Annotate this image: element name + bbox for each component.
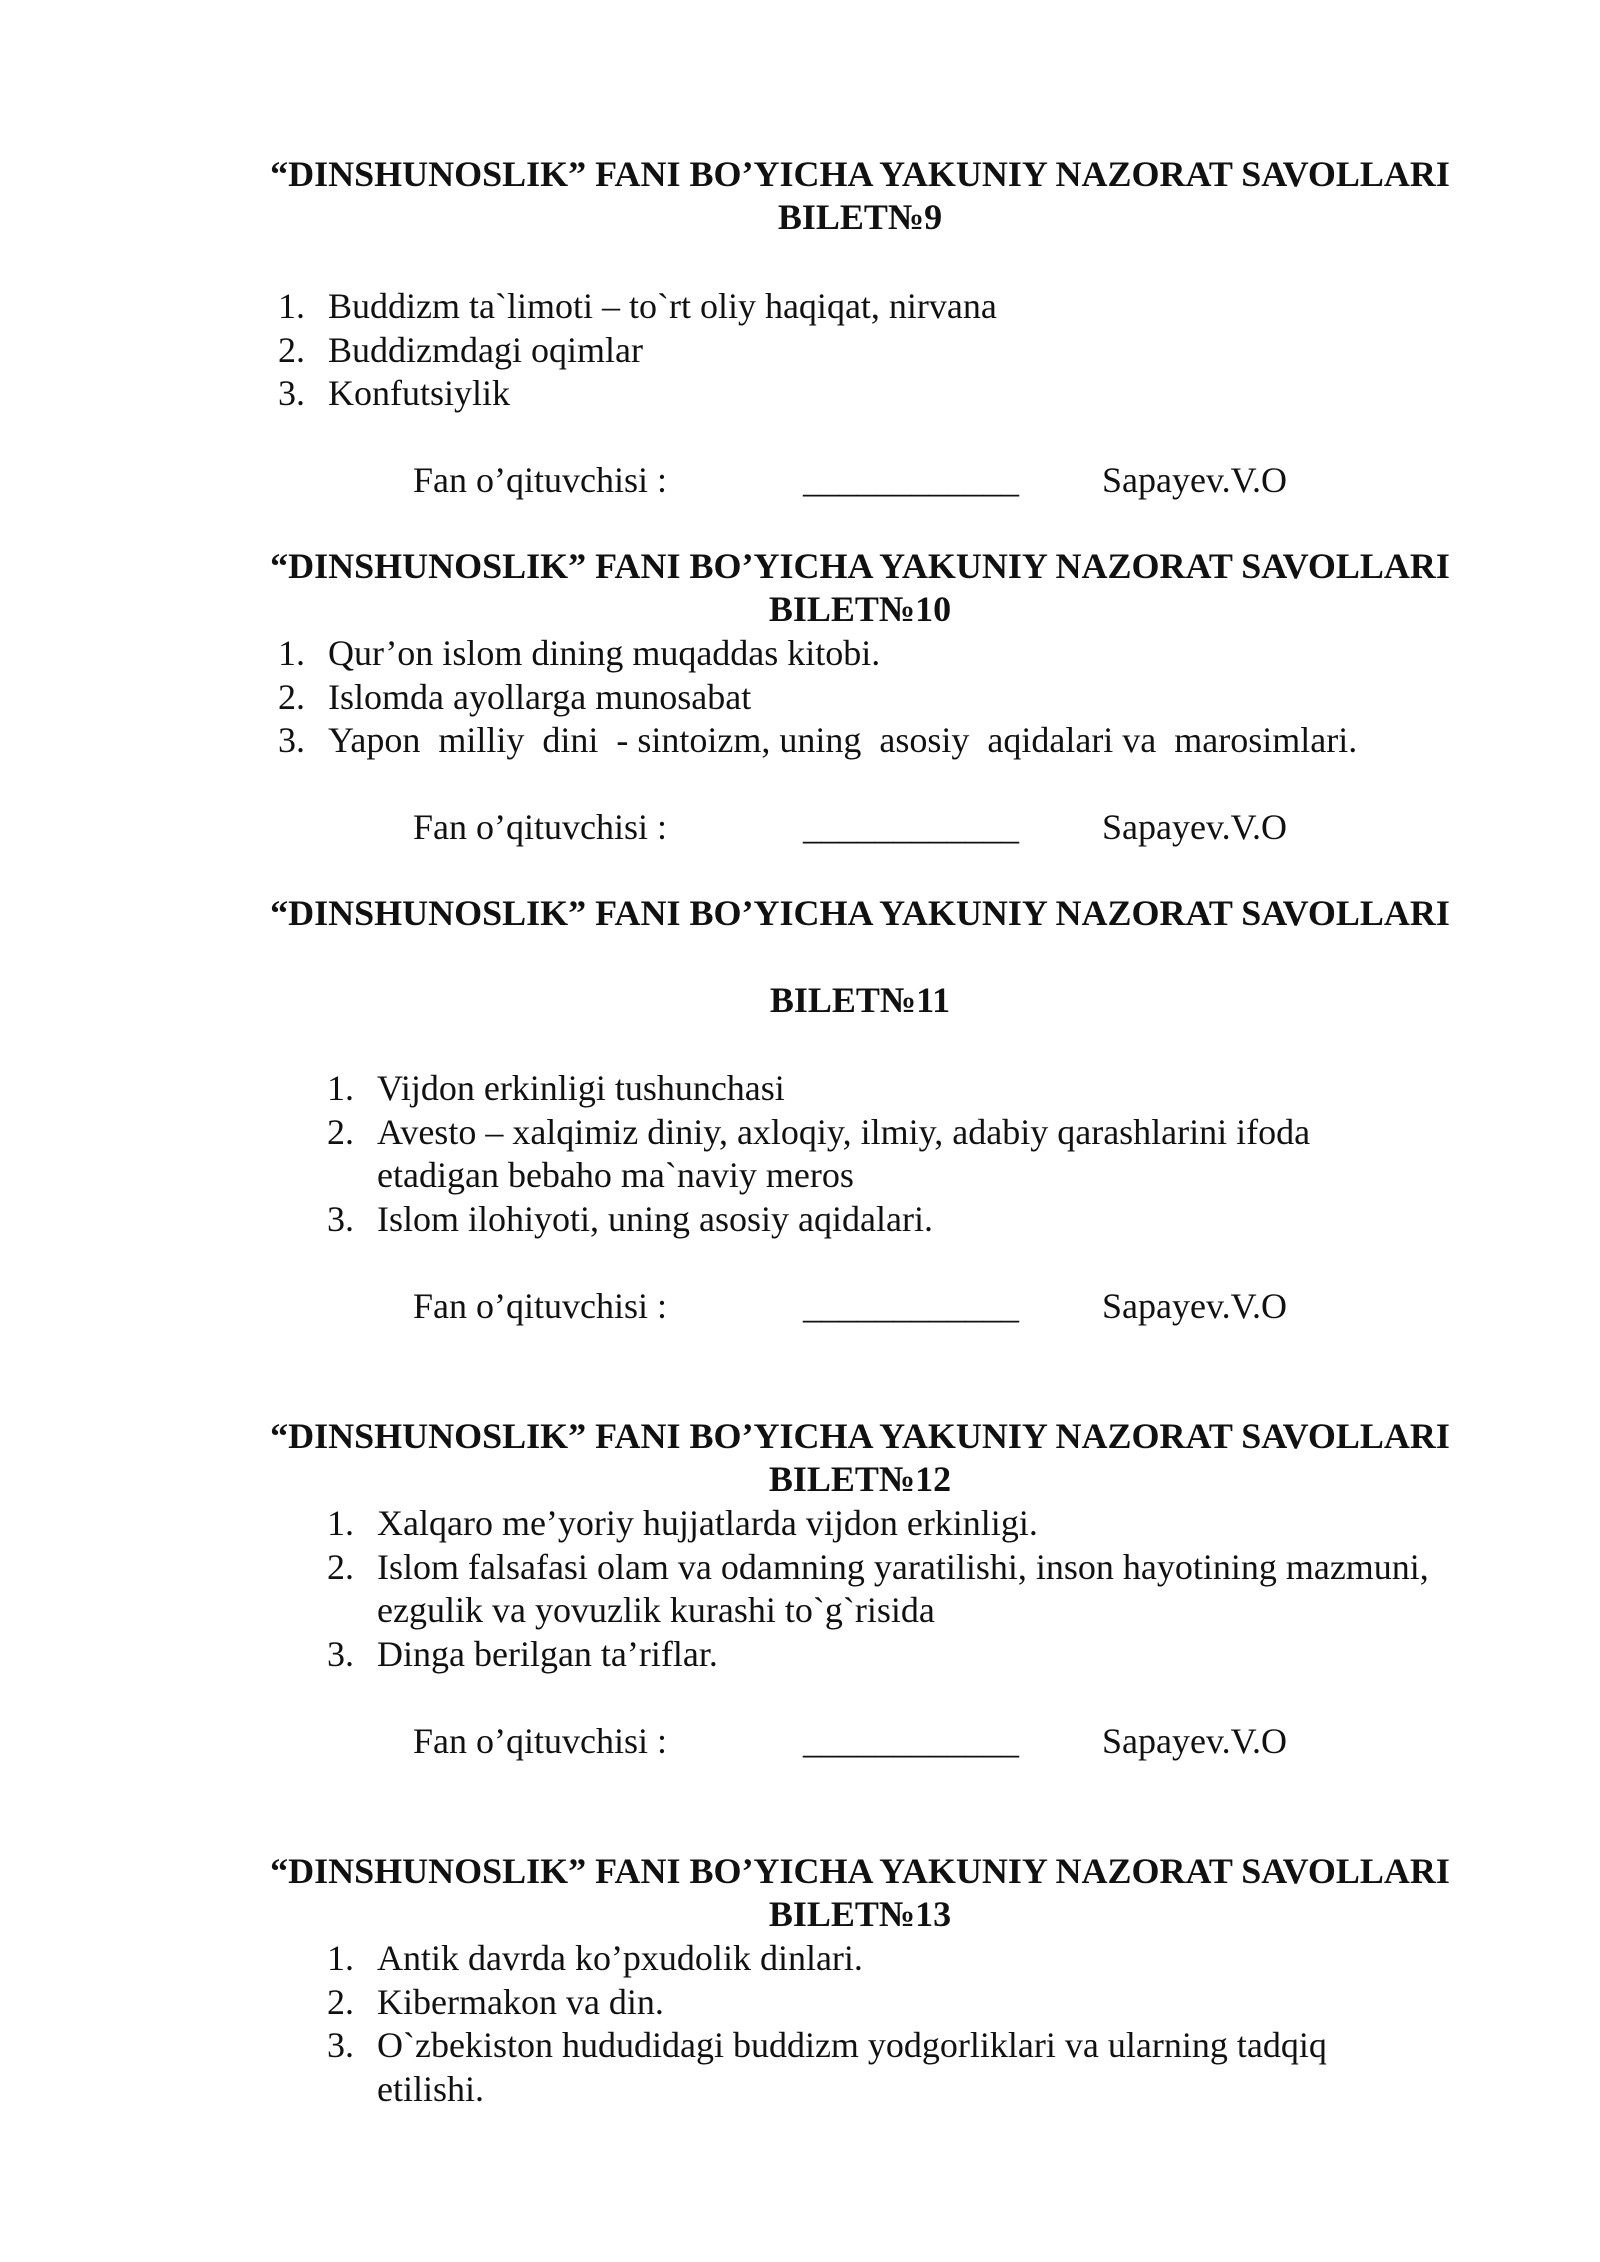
- question-item: 2. Avesto – xalqimiz diniy, axloqiy, ilmiy, adabiy qarashlarini ifoda etadigan bebaho ma`naviy meros: [327, 1111, 1311, 1195]
- question-item: 3. Yapon milliy dini - sintoizm, uning asosiy aqidalari va marosimlari.: [278, 720, 1358, 760]
- question-list: [327, 1067, 1427, 1241]
- ticket-number: BILET№10: [768, 589, 952, 629]
- question-list: [278, 632, 1528, 763]
- question-list: [327, 1502, 1507, 1676]
- ticket-9: [0, 153, 1600, 239]
- ticket-heading: “DINSHUNOSLIK” FANI BO’YICHA YAKUNIY NAZORAT SAVOLLARI: [270, 893, 1450, 933]
- ticket-number: BILET№9: [777, 197, 943, 237]
- ticket-11-number-row: [0, 979, 1600, 1022]
- question-item: 3. O`zbekiston hududidagi buddizm yodgorliklari va ularning tadqiq etilishi.: [327, 2025, 1327, 2109]
- signature-blank: ____________: [803, 807, 1019, 847]
- ticket-13: [0, 1850, 1600, 1936]
- teacher-name: Sapayev.V.O: [1102, 460, 1287, 500]
- question-list: [278, 285, 1478, 416]
- question-item: 1. Xalqaro me’yoriy hujjatlarda vijdon erkinligi.: [327, 1503, 1038, 1543]
- question-item: 2. Islom falsafasi olam va odamning yaratilishi, inson hayotining mazmuni, ezgulik va yovuzlik kurashi to`g`risida: [327, 1546, 1429, 1630]
- signature-label: Fan o’qituvchisi :: [413, 460, 667, 500]
- signature-blank: ____________: [803, 460, 1019, 500]
- teacher-name: Sapayev.V.O: [1102, 1721, 1287, 1761]
- ticket-heading: “DINSHUNOSLIK” FANI BO’YICHA YAKUNIY NAZORAT SAVOLLARI: [270, 154, 1450, 194]
- teacher-name: Sapayev.V.O: [1102, 1286, 1287, 1326]
- question-item: 1. Qur’on islom dining muqaddas kitobi.: [278, 633, 881, 673]
- ticket-number: BILET№11: [769, 980, 951, 1020]
- ticket-heading: “DINSHUNOSLIK” FANI BO’YICHA YAKUNIY NAZORAT SAVOLLARI: [270, 1416, 1450, 1456]
- question-item: 3. Konfutsiylik: [278, 373, 511, 413]
- ticket-heading: “DINSHUNOSLIK” FANI BO’YICHA YAKUNIY NAZORAT SAVOLLARI: [270, 1851, 1450, 1891]
- question-item: 3. Dinga berilgan ta’riflar.: [327, 1633, 718, 1674]
- ticket-11: [0, 892, 1600, 935]
- question-item: 2. Buddizmdagi oqimlar: [278, 329, 643, 370]
- question-item: 2. Islomda ayollarga munosabat: [278, 676, 752, 717]
- ticket-heading: “DINSHUNOSLIK” FANI BO’YICHA YAKUNIY NAZORAT SAVOLLARI: [270, 546, 1450, 586]
- signature-label: Fan o’qituvchisi :: [413, 1721, 667, 1761]
- question-list: [327, 1937, 1437, 2111]
- signature-blank: ____________: [803, 1721, 1019, 1761]
- signature-label: Fan o’qituvchisi :: [413, 1286, 667, 1326]
- question-item: 1. Vijdon erkinligi tushunchasi: [327, 1068, 785, 1108]
- question-item: 2. Kibermakon va din.: [327, 1981, 664, 2022]
- question-item: 1. Antik davrda ko’pxudolik dinlari.: [327, 1938, 863, 1978]
- ticket-number: BILET№13: [768, 1894, 952, 1934]
- teacher-name: Sapayev.V.O: [1102, 807, 1287, 847]
- question-item: 1. Buddizm ta`limoti – to`rt oliy haqiqat, nirvana: [278, 286, 997, 326]
- signature-label: Fan o’qituvchisi :: [413, 807, 667, 847]
- signature-blank: ____________: [803, 1286, 1019, 1326]
- ticket-12: [0, 1415, 1600, 1501]
- ticket-10: [0, 545, 1600, 631]
- question-item: 3. Islom ilohiyoti, uning asosiy aqidalari.: [327, 1198, 933, 1239]
- ticket-number: BILET№12: [768, 1459, 952, 1499]
